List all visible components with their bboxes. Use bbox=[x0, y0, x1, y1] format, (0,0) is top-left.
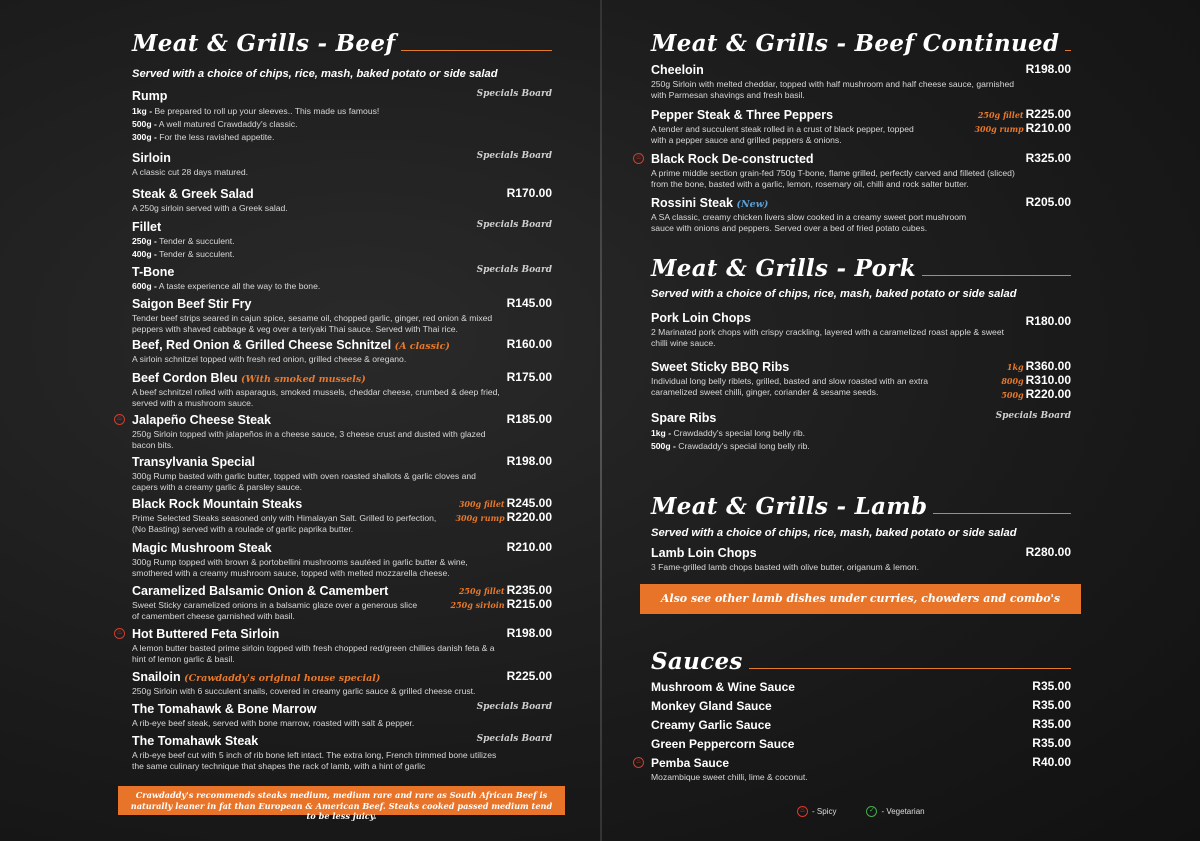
item-price: R185.00 bbox=[506, 412, 552, 426]
menu-item-schnitzel bbox=[132, 338, 552, 365]
item-name: Rump bbox=[132, 89, 168, 103]
menu-item-rump: Rump Specials Board 1kg - Be prepared to roll up your sleeves.. This made us famous! 500g - A well matured Crawdaddy's classic. 300g - For the less ravished appetite. bbox=[132, 89, 552, 142]
item-name: Magic Mushroom Steak bbox=[132, 541, 272, 555]
menu-item-snailoin bbox=[132, 670, 552, 697]
item-name: Monkey Gland Sauce bbox=[651, 699, 772, 713]
item-price: R198.00 bbox=[506, 454, 552, 468]
item-name: Black Rock Mountain Steaks bbox=[132, 497, 303, 511]
item-name: Saigon Beef Stir Fry bbox=[132, 297, 252, 311]
item-price: R160.00 bbox=[506, 337, 552, 351]
menu-item-cordon-bleu bbox=[132, 371, 552, 409]
section-heading-pork bbox=[651, 255, 1071, 282]
chilli-icon: ♨ bbox=[114, 414, 125, 425]
item-name: Black Rock De-constructed bbox=[651, 152, 814, 166]
menu-item-lamb-loin bbox=[651, 546, 1071, 573]
menu-item-t-bone: T-Bone Specials Board 600g - A taste experience all the way to the bone. bbox=[132, 265, 552, 291]
icon-legend bbox=[797, 806, 925, 817]
steak-recommendation-banner: Crawdaddy's recommends steaks medium, medium rare and rare as South African Beef is naturally leaner in fat than European & American Beef. Steaks cooked passed medium tend to be less juicy. bbox=[118, 786, 565, 815]
item-price: R210.00 bbox=[506, 540, 552, 554]
item-name: Pemba Sauce bbox=[651, 756, 730, 770]
heading-rule bbox=[922, 275, 1071, 276]
served-with-note: Served with a choice of chips, rice, mash, baked potato or side salad bbox=[651, 288, 1017, 300]
item-name: Transylvania Special bbox=[132, 455, 255, 469]
item-name: Pork Loin Chops bbox=[651, 311, 751, 325]
menu-item-rossini bbox=[651, 196, 1071, 234]
menu-item-magic-mushroom bbox=[132, 541, 552, 579]
item-description: 300g Rump basted with garlic butter, topped with oven roasted shallots & garlic cloves and capers with a creamy garlic & parsley sauce. bbox=[132, 471, 476, 492]
item-description: A sirloin schnitzel topped with fresh red onion, grilled cheese & oregano. bbox=[132, 354, 407, 364]
item-name: Spare Ribs bbox=[651, 411, 717, 425]
chilli-icon: ♨ bbox=[633, 757, 644, 768]
item-name: The Tomahawk Steak bbox=[132, 734, 259, 748]
item-price: R198.00 bbox=[506, 626, 552, 640]
item-tag: (With smoked mussels) bbox=[241, 374, 366, 385]
specials-board-label: Specials Board bbox=[476, 265, 552, 275]
menu-item-spare-ribs: Spare Ribs Specials Board 1kg - Crawdaddy's special long belly rib. 500g - Crawdaddy's special long belly rib. bbox=[651, 411, 1071, 451]
sauce-item-monkey-gland bbox=[651, 699, 1071, 713]
item-price: R175.00 bbox=[506, 370, 552, 384]
item-name: T-Bone bbox=[132, 265, 175, 279]
item-description: A rib-eye beef steak, served with bone marrow, roasted with salt & pepper. bbox=[132, 718, 415, 728]
chilli-icon: ♨ bbox=[797, 806, 808, 817]
item-price: R170.00 bbox=[506, 186, 552, 200]
item-name: Jalapeño Cheese Steak bbox=[132, 413, 271, 427]
menu-item-fillet: Fillet Specials Board 250g - Tender & succulent. 400g - Tender & succulent. bbox=[132, 220, 552, 259]
heading-rule bbox=[1065, 50, 1071, 51]
page-fold bbox=[600, 0, 602, 841]
item-name: Mushroom & Wine Sauce bbox=[651, 680, 795, 694]
item-name: Caramelized Balsamic Onion & Camembert bbox=[132, 584, 389, 598]
sauce-item-mushroom-wine bbox=[651, 680, 1071, 694]
item-description: A classic cut 28 days matured. bbox=[132, 167, 249, 177]
item-name: Rossini Steak (New) bbox=[651, 196, 769, 210]
item-name: Creamy Garlic Sauce bbox=[651, 718, 772, 732]
item-price: R225.00 bbox=[506, 669, 552, 683]
item-price: R145.00 bbox=[506, 296, 552, 310]
item-price: R35.00 bbox=[1032, 736, 1071, 750]
menu-item-bbq-ribs bbox=[651, 359, 1071, 401]
item-description: Tender beef strips seared in cajun spice, sesame oil, chopped garlic, ginger, red onion & mixed peppers with shaved cabbage & veg over a teriyaki Thai sauce. Served with Thai rice. bbox=[132, 313, 493, 334]
specials-board-label: Specials Board bbox=[995, 411, 1071, 421]
legend-vegetarian-label: - Vegetarian bbox=[881, 807, 925, 816]
item-description: Mozambique sweet chilli, lime & coconut. bbox=[651, 772, 808, 782]
menu-item-black-rock-deconstructed bbox=[635, 151, 1071, 190]
item-description: Sweet Sticky caramelized onions in a balsamic glaze over a generous slice of camembert cheese garnished with basil. bbox=[132, 600, 418, 621]
item-price: 250g fillet R225.00 300g rump R210.00 bbox=[974, 107, 1071, 135]
item-description: 250g Sirloin topped with jalapeños in a cheese sauce, 3 cheese crust and dusted with glazed bacon bits. bbox=[132, 429, 486, 450]
menu-item-pork-loin bbox=[651, 311, 1071, 349]
heading-text: Meat & Grills - Beef Continued bbox=[651, 30, 1060, 57]
menu-item-jalapeno bbox=[116, 412, 552, 451]
item-name: Snailoin (Crawdaddy's original house special) bbox=[132, 670, 381, 684]
section-heading-lamb bbox=[651, 493, 1071, 520]
item-price: R35.00 bbox=[1032, 717, 1071, 731]
heading-text: Sauces bbox=[651, 648, 743, 675]
item-name: The Tomahawk & Bone Marrow bbox=[132, 702, 317, 716]
menu-item-pepper-steak bbox=[651, 108, 1071, 146]
item-price: R325.00 bbox=[1025, 151, 1071, 165]
chilli-icon: ♨ bbox=[114, 628, 125, 639]
heading-text: Meat & Grills - Lamb bbox=[651, 493, 928, 520]
chilli-icon: ♨ bbox=[633, 153, 644, 164]
legend-spicy-label: - Spicy bbox=[812, 807, 837, 816]
item-price: 250g fillet R235.00 250g sirloin R215.00 bbox=[450, 583, 552, 611]
sauce-item-creamy-garlic bbox=[651, 718, 1071, 732]
item-price: R205.00 bbox=[1025, 195, 1071, 209]
item-description: Individual long belly riblets, grilled, basted and slow roasted with an extra caramelized sweet chilli, ginger, coriander & sesame seeds. bbox=[651, 376, 929, 397]
item-description: 250g Sirloin with 6 succulent snails, covered in creamy garlic sauce & grilled cheese crust. bbox=[132, 686, 476, 696]
item-name: Sirloin bbox=[132, 151, 171, 165]
menu-item-tomahawk-bone-marrow bbox=[132, 702, 552, 729]
heading-rule bbox=[933, 513, 1071, 514]
item-tag: (A classic) bbox=[394, 341, 450, 352]
item-description: 2 Marinated pork chops with crispy crackling, layered with a caramelized roast apple & sweet chilli wine sauce. bbox=[651, 327, 1004, 348]
heading-text: Meat & Grills - Beef bbox=[132, 30, 396, 57]
specials-board-label: Specials Board bbox=[476, 220, 552, 230]
item-description: A beef schnitzel rolled with asparagus, smoked mussels, cheddar cheese, crumbed & deep fried, served with a mushroom sauce. bbox=[132, 387, 500, 408]
item-name: Pepper Steak & Three Peppers bbox=[651, 108, 834, 122]
menu-item-black-rock-mountain bbox=[132, 497, 552, 535]
item-name: Sweet Sticky BBQ Ribs bbox=[651, 360, 790, 374]
served-with-note: Served with a choice of chips, rice, mash, baked potato or side salad bbox=[651, 527, 1017, 539]
item-description: A tender and succulent steak rolled in a crust of black pepper, topped with a pepper sauce and grilled peppers & onions. bbox=[651, 124, 914, 145]
item-price: R35.00 bbox=[1032, 679, 1071, 693]
item-name: Beef, Red Onion & Grilled Cheese Schnitzel (A classic) bbox=[132, 338, 450, 352]
item-name: Lamb Loin Chops bbox=[651, 546, 757, 560]
heading-rule bbox=[401, 50, 552, 51]
item-description: Prime Selected Steaks seasoned only with Himalayan Salt. Grilled to perfection, (No Basting) served with a roulade of garlic paprika butter. bbox=[132, 513, 437, 534]
item-price: R198.00 bbox=[1025, 62, 1071, 76]
specials-board-label: Specials Board bbox=[476, 151, 552, 161]
new-tag: (New) bbox=[736, 199, 769, 210]
item-price: R40.00 bbox=[1032, 755, 1071, 769]
item-name: Green Peppercorn Sauce bbox=[651, 737, 795, 751]
menu-item-feta-sirloin bbox=[116, 626, 552, 665]
item-description: A lemon butter basted prime sirloin topped with fresh chopped red/green chillies danish feta & a hint of lemon garlic & basil. bbox=[132, 643, 495, 664]
sauce-item-green-peppercorn bbox=[651, 737, 1071, 751]
item-price: 300g fillet R245.00 300g rump R220.00 bbox=[455, 496, 552, 524]
menu-item-balsamic-camembert bbox=[132, 584, 552, 622]
sauce-item-pemba bbox=[635, 755, 1071, 783]
lamb-dishes-banner: Also see other lamb dishes under curries, chowders and combo's bbox=[640, 584, 1081, 614]
menu-item-tomahawk-steak bbox=[132, 734, 552, 772]
item-name: Hot Buttered Feta Sirloin bbox=[132, 627, 280, 641]
item-description: 3 Fame-grilled lamb chops basted with olive butter, origanum & lemon. bbox=[651, 562, 919, 572]
item-price: 1kg R360.00 800g R310.00 500g R220.00 bbox=[1001, 359, 1071, 401]
item-description: 250g Sirloin with melted cheddar, topped with half mushroom and half cheese sauce, garnished with Parmesan shavings and fresh basil. bbox=[651, 79, 1015, 100]
section-heading-sauces bbox=[651, 648, 1071, 675]
specials-board-label: Specials Board bbox=[476, 702, 552, 712]
menu-item-transylvania bbox=[132, 455, 552, 493]
item-description: A rib-eye beef cut with 5 inch of rib bone left intact. The extra long, French trimmed bone utilizes the same culinary technique that shapes the rack of lamb, with a hint of garlic bbox=[132, 750, 497, 771]
item-description: 300g Rump topped with brown & portobellini mushrooms sautéed in garlic butter & wine, smothered with a creamy mushroom sauce, topped with melted mozzarella cheese. bbox=[132, 557, 468, 578]
leaf-icon: ✓ bbox=[866, 806, 877, 817]
served-with-note: Served with a choice of chips, rice, mash, baked potato or side salad bbox=[132, 68, 498, 80]
specials-board-label: Specials Board bbox=[476, 734, 552, 744]
heading-rule bbox=[749, 668, 1071, 669]
item-price: R280.00 bbox=[1025, 545, 1071, 559]
specials-board-label: Specials Board bbox=[476, 89, 552, 99]
item-price: R35.00 bbox=[1032, 698, 1071, 712]
menu-item-steak-greek-salad bbox=[132, 187, 552, 214]
section-heading-beef bbox=[132, 30, 552, 57]
item-name: Cheeloin bbox=[651, 63, 704, 77]
item-description: A SA classic, creamy chicken livers slow cooked in a creamy sweet port mushroom sauce with onions and peppers. Served over a bed of fried potato cubes. bbox=[651, 212, 967, 233]
menu-item-cheeloin bbox=[651, 63, 1071, 101]
item-tag: (Crawdaddy's original house special) bbox=[184, 673, 381, 684]
item-description: A 250g sirloin served with a Greek salad. bbox=[132, 203, 288, 213]
item-name: Fillet bbox=[132, 220, 162, 234]
item-price: R180.00 bbox=[1025, 314, 1071, 328]
menu-item-saigon-beef bbox=[132, 297, 552, 335]
section-heading-beef-continued bbox=[651, 30, 1071, 57]
item-description: A prime middle section grain-fed 750g T-bone, flame grilled, perfectly carved and filleted (sliced) from the bone, basted with a garlic, lemon, rosemary oil, chilli and rock salter butter. bbox=[651, 168, 1015, 189]
item-name: Steak & Greek Salad bbox=[132, 187, 254, 201]
item-name: Beef Cordon Bleu (With smoked mussels) bbox=[132, 371, 366, 385]
heading-text: Meat & Grills - Pork bbox=[651, 255, 916, 282]
menu-item-sirloin bbox=[132, 151, 552, 178]
